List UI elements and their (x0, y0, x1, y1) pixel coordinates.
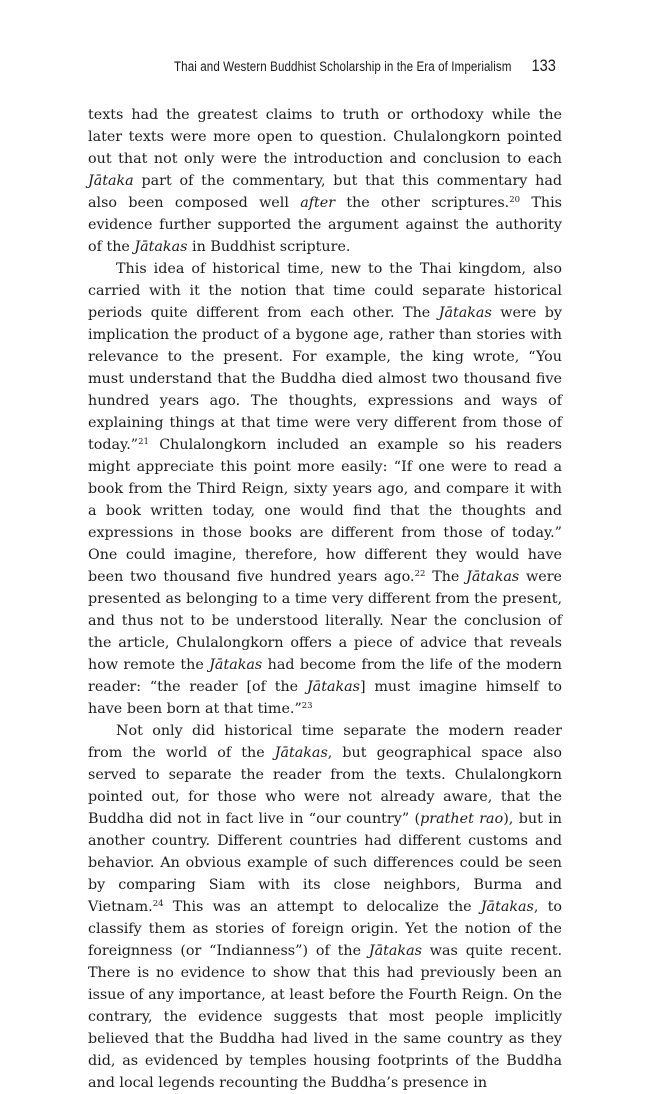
italic-term: Jātaka (88, 173, 134, 189)
paragraph (88, 720, 562, 1094)
text-run: had become from the life of the modern reader: “the reader [of the (88, 657, 562, 695)
running-title: Thai and Western Buddhist Scholarship in the Era of Imperialism (174, 59, 512, 74)
text-run: in Buddhist scripture. (187, 239, 351, 255)
italic-term: Jātakas (368, 943, 422, 959)
running-head (88, 56, 556, 78)
text-run: was quite recent. There is no evidence to show that this had previously been an issue of any importance, at least before the Fourth Reign. On the contrary, the evidence suggests that most people implicitly believed that the Buddha had lived in the same country as they did, as evidenced by temples housing footprints of the Buddha and local legends recounting the Buddha’s presence in (88, 943, 562, 1091)
text-run: Chulalongkorn included an example so his readers might appreciate this point more easily: “If one were to read a book from the Third Reign, sixty years ago, and compare it with a book written today, one would find that the thoughts and expressions in those books are different from those of today.” One could imagine, therefore, how different they would have been two thousand five hundred years ago. (88, 437, 562, 585)
italic-term: Jātakas (438, 305, 492, 321)
footnote-ref: 20 (509, 195, 521, 205)
text-run: ), but in another country. Different countries had different customs and behavior. An obvious example of such differences could be seen by comparing Siam with its close neighbors, Burma and Vietnam. (88, 811, 562, 915)
body-text (88, 104, 562, 1094)
page-number: 133 (531, 56, 556, 75)
text-run: Not only did historical time separate the modern reader from the world of the (88, 723, 562, 761)
italic-term: Jātakas (306, 679, 360, 695)
footnote-ref: 23 (301, 701, 313, 711)
paragraph (88, 104, 562, 258)
text-run: The (425, 569, 467, 585)
text-run: texts had the greatest claims to truth or orthodoxy while the later texts were more open to question. Chulalongkorn pointed out that not only were the introduction and conclusion to each (88, 107, 562, 167)
italic-term: Jātakas (466, 569, 520, 585)
footnote-ref: 22 (414, 569, 426, 579)
italic-term: prathet rao (420, 811, 504, 827)
text-run: This evidence further supported the argument against the authority of the (88, 195, 563, 255)
text-run: , but geographical space also served to separate the reader from the texts. Chulalongkorn pointed out, for those who were not already aware, that the Buddha did not in fact live in “our country” ( (88, 745, 562, 827)
italic-term: Jātakas (209, 657, 263, 673)
paragraph (88, 258, 562, 720)
text-run: part of the commentary, but that this commentary had also been composed well (88, 173, 562, 211)
text-run: ] must imagine himself to have been born at that time.” (88, 679, 562, 717)
italic-term: after (300, 195, 336, 211)
text-run: were presented as belonging to a time very different from the present, and thus not to be understood literally. Near the conclusion of the article, Chulalongkorn offers a piece of advice that reveals how remote the (88, 569, 562, 673)
text-run: This was an attempt to delocalize the (163, 899, 481, 915)
text-run: , to classify them as stories of foreign origin. Yet the notion of the foreignness (or “Indianness”) of the (88, 899, 562, 959)
text-run: This idea of historical time, new to the Thai kingdom, also carried with it the notion that time could separate historical periods quite different from each other. The (88, 261, 562, 321)
italic-term: Jātakas (274, 745, 328, 761)
text-run: were by implication the product of a bygone age, rather than stories with relevance to the present. For example, the king wrote, “You must understand that the Buddha died almost two thousand five hundred years ago. The thoughts, expressions and ways of explaining things at that time were very different from those of today.” (88, 305, 562, 453)
footnote-ref: 24 (152, 899, 164, 909)
italic-term: Jātakas (134, 239, 188, 255)
text-run: the other scriptures. (335, 195, 510, 211)
italic-term: Jātakas (480, 899, 534, 915)
footnote-ref: 21 (138, 437, 149, 447)
